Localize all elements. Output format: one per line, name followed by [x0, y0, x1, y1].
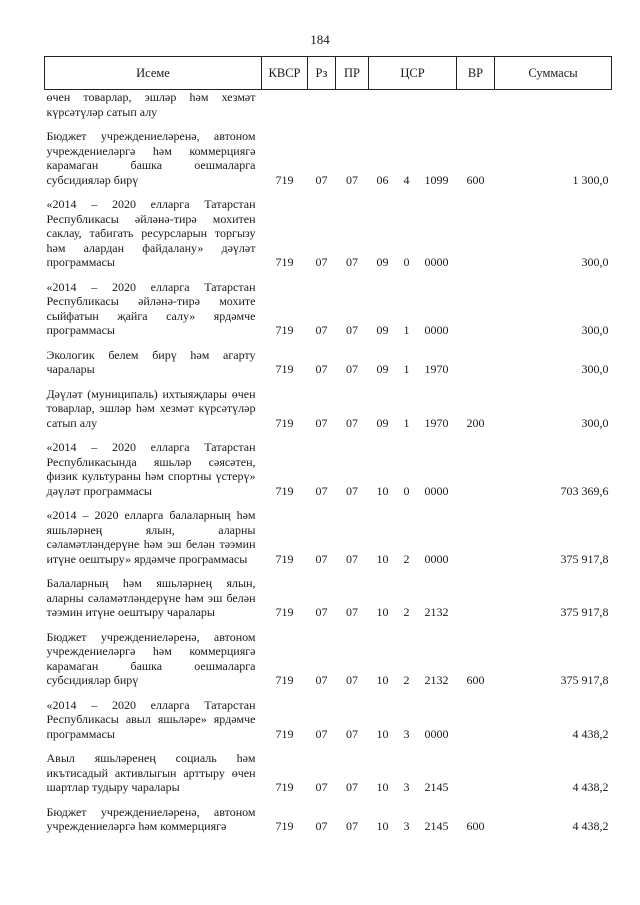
cell-pr: 07: [346, 483, 358, 498]
cell-c1: 09: [376, 362, 389, 376]
cell-pr: 07: [346, 255, 358, 269]
cell-pr: 07: [346, 172, 358, 187]
header-sum: Суммасы: [495, 57, 612, 90]
cell-rz: 07: [315, 551, 328, 566]
cell-pr: 07: [346, 362, 358, 376]
cell-name: [45, 805, 262, 834]
cell-name: [45, 348, 262, 377]
cell-name: [45, 630, 262, 688]
row-spacer: [45, 741, 612, 751]
cell-c2: 1: [403, 323, 410, 337]
budget-table: [44, 56, 612, 834]
cell-sum: 1 300,0: [572, 172, 609, 187]
row-name-text: «2014 – 2020 елларга Татарстан Республикасы әйләнә-тирә мохитен саклау, табигать ресурсларын торгызу һәм алардан файдалану» дәүләт программасы: [46, 197, 256, 269]
cell-sum: 300,0: [581, 255, 609, 269]
row-name-text: Бюджет учреждениеләренә, автоном учреждениеләргә һәм коммерциягә карамаган башка оешмаларга субсидияләр бирү: [46, 629, 256, 687]
cell-vr: [457, 508, 495, 566]
table-row: [45, 387, 612, 431]
row-name-text: «2014 – 2020 елларга Татарстан Республикасы әйләнә-тирә мохите сыйфатын җайга салу» ярдәмче программасы: [46, 279, 256, 337]
cell-rz: 07: [315, 483, 328, 498]
cell-c2: 2: [403, 551, 410, 566]
cell-c3: 2145: [424, 780, 449, 794]
cell-kvsr: 719: [275, 819, 294, 833]
cell-name: [45, 90, 262, 120]
cell-vr: 600: [466, 819, 485, 833]
cell-pr: 07: [346, 551, 358, 566]
table-row: [45, 576, 612, 620]
cell-name: [45, 387, 262, 431]
cell-vr: 200: [466, 415, 485, 430]
cell-kvsr: 719: [275, 362, 294, 376]
cell-rz: 07: [315, 605, 328, 619]
cell-c1: 10: [376, 726, 389, 741]
header-rz: Рз: [308, 57, 336, 90]
row-name-text: Бюджет учреждениеләренә, автоном учреждениеләргә һәм коммерциягә карамаган башка оешмаларга субсидияләр бирү: [46, 129, 256, 187]
cell-c1: 10: [376, 605, 389, 619]
row-spacer: [45, 119, 612, 129]
cell-pr: [336, 90, 369, 120]
cell-name: [45, 280, 262, 338]
cell-sum: 375 917,8: [560, 673, 609, 687]
cell-rz: 07: [315, 255, 328, 269]
cell-vr: 600: [466, 673, 485, 687]
cell-vr: [457, 440, 495, 498]
cell-rz: 07: [315, 726, 328, 741]
cell-kvsr: 719: [275, 605, 294, 619]
cell-c1: 10: [376, 819, 389, 833]
table-row: [45, 805, 612, 834]
table-row: [45, 751, 612, 795]
header-pr: ПР: [336, 57, 369, 90]
cell-c3: 0000: [424, 726, 449, 741]
cell-c2: 0: [403, 255, 410, 269]
cell-c1: 09: [376, 323, 389, 337]
row-spacer: [45, 430, 612, 440]
table-row: [45, 630, 612, 688]
cell-c2: 0: [403, 483, 410, 498]
cell-c3: 2132: [424, 605, 449, 619]
cell-rz: 07: [315, 172, 328, 187]
cell-rz: 07: [315, 323, 328, 337]
cell-kvsr: 719: [275, 780, 294, 794]
row-spacer: [45, 338, 612, 348]
table-row: [45, 508, 612, 566]
cell-c1: 10: [376, 780, 389, 794]
table-row: [45, 280, 612, 338]
row-name-text: «2014 – 2020 елларга Татарстан Республикасында яшьләр сәясәтен, физик культураны һәм спортны үстерү» дәүләт программасы: [46, 440, 256, 498]
row-name-text: «2014 – 2020 елларга Татарстан Республикасы авыл яшьләре» ярдәмче программасы: [46, 697, 256, 741]
cell-kvsr: 719: [275, 172, 294, 187]
row-spacer: [45, 377, 612, 387]
cell-name: [45, 698, 262, 742]
header-kvsr: КВСР: [262, 57, 308, 90]
cell-rz: 07: [315, 673, 328, 687]
cell-vr: [457, 90, 495, 120]
cell-name: [45, 129, 262, 187]
row-name-text: «2014 – 2020 елларга балаларның һәм яшьләрнең ялын, аларны сәламәтләндерүне һәм эш белән тәэмин итүне оештыру» ярдәмче программасы: [46, 508, 256, 566]
row-name-text: өчен товарлар, эшләр һәм хезмәт күрсәтүләр сатып алу: [46, 90, 256, 119]
cell-pr: 07: [346, 415, 358, 430]
cell-name: [45, 508, 262, 566]
header-vr: ВР: [457, 57, 495, 90]
cell-c3: 2145: [424, 819, 449, 833]
row-spacer: [45, 688, 612, 698]
cell-c2: 3: [403, 780, 410, 794]
table-row: [45, 197, 612, 270]
cell-c3: 1970: [424, 362, 449, 376]
header-csr: ЦСР: [369, 57, 457, 90]
cell-name: [45, 576, 262, 620]
cell-sum: 4 438,2: [572, 726, 609, 741]
cell-sum: 375 917,8: [560, 605, 609, 619]
cell-c3: 2132: [424, 673, 449, 687]
cell-c2: 4: [403, 172, 410, 187]
table-row: [45, 698, 612, 742]
cell-kvsr: 719: [275, 551, 294, 566]
table-row: [45, 348, 612, 377]
cell-c2: 3: [403, 819, 410, 833]
cell-pr: 07: [346, 605, 358, 619]
cell-kvsr: 719: [275, 255, 294, 269]
row-name-text: Балаларның һәм яшьләрнең ялын, аларны сәламәтләндерүне һәм эш белән тәэмин итүне оештыру чаралары: [46, 576, 256, 619]
row-spacer: [45, 498, 612, 508]
cell-sum: 300,0: [581, 362, 609, 376]
cell-pr: 07: [346, 780, 358, 794]
table-row: [45, 129, 612, 187]
cell-vr: [457, 698, 495, 742]
cell-c1: 10: [376, 483, 389, 498]
cell-sum: 300,0: [581, 415, 609, 430]
cell-c1: 10: [376, 673, 389, 687]
cell-sum: 4 438,2: [572, 819, 609, 833]
cell-vr: [457, 348, 495, 377]
cell-pr: 07: [346, 323, 358, 337]
cell-c3: 0000: [424, 551, 449, 566]
cell-sum: 703 369,6: [560, 483, 609, 498]
cell-c3: [417, 90, 457, 120]
cell-c1: [369, 90, 397, 120]
row-spacer: [45, 620, 612, 630]
row-spacer: [45, 270, 612, 280]
cell-c2: 1: [403, 362, 410, 376]
cell-vr: [457, 576, 495, 620]
row-name-text: Дәүләт (муниципаль) ихтыяҗлары өчен товарлар, эшләр һәм хезмәт күрсәтүләр сатып алу: [46, 386, 256, 430]
cell-c1: 09: [376, 255, 389, 269]
cell-c2: [397, 90, 417, 120]
cell-kvsr: 719: [275, 323, 294, 337]
cell-sum: 4 438,2: [572, 780, 609, 794]
row-name-text: Экологик белем бирү һәм агарту чаралары: [46, 347, 256, 376]
cell-c3: 0000: [424, 255, 449, 269]
cell-kvsr: 719: [275, 726, 294, 741]
table-header-row: [45, 57, 612, 90]
row-spacer: [45, 795, 612, 805]
cell-vr: 600: [466, 172, 485, 187]
cell-pr: 07: [346, 726, 358, 741]
cell-c1: 10: [376, 551, 389, 566]
cell-c3: 0000: [424, 483, 449, 498]
cell-vr: [457, 197, 495, 270]
cell-vr: [457, 751, 495, 795]
cell-c2: 1: [403, 415, 410, 430]
cell-c3: 1099: [424, 172, 449, 187]
cell-vr: [457, 280, 495, 338]
row-name-text: Бюджет учреждениеләренә, автоном учреждениеләргә һәм коммерциягә: [46, 804, 256, 833]
table-row: [45, 440, 612, 498]
cell-c3: 1970: [424, 415, 449, 430]
table-body: [45, 90, 612, 834]
cell-kvsr: 719: [275, 415, 294, 430]
cell-c1: 09: [376, 415, 389, 430]
cell-c2: 2: [403, 673, 410, 687]
cell-sum: 300,0: [581, 323, 609, 337]
page-number: 184: [310, 32, 330, 47]
table-row: [45, 90, 612, 120]
cell-name: [45, 197, 262, 270]
cell-name: [45, 440, 262, 498]
cell-c3: 0000: [424, 323, 449, 337]
cell-rz: 07: [315, 362, 328, 376]
header-name: Исеме: [45, 57, 262, 90]
cell-kvsr: 719: [275, 673, 294, 687]
cell-rz: 07: [315, 415, 328, 430]
cell-c2: 3: [403, 726, 410, 741]
cell-kvsr: [262, 90, 308, 120]
row-spacer: [45, 187, 612, 197]
cell-name: [45, 751, 262, 795]
cell-pr: 07: [346, 673, 358, 687]
cell-kvsr: 719: [275, 483, 294, 498]
cell-c1: 06: [376, 172, 389, 187]
cell-pr: 07: [346, 819, 358, 833]
row-spacer: [45, 566, 612, 576]
cell-rz: [308, 90, 336, 120]
row-name-text: Авыл яшьләренең социаль һәм икътисадый активлыгын арттыру өчен шартлар тудыру чаралары: [46, 751, 256, 794]
cell-rz: 07: [315, 780, 328, 794]
cell-sum: 375 917,8: [560, 551, 609, 566]
cell-rz: 07: [315, 819, 328, 833]
cell-sum: [495, 90, 612, 120]
cell-c2: 2: [403, 605, 410, 619]
